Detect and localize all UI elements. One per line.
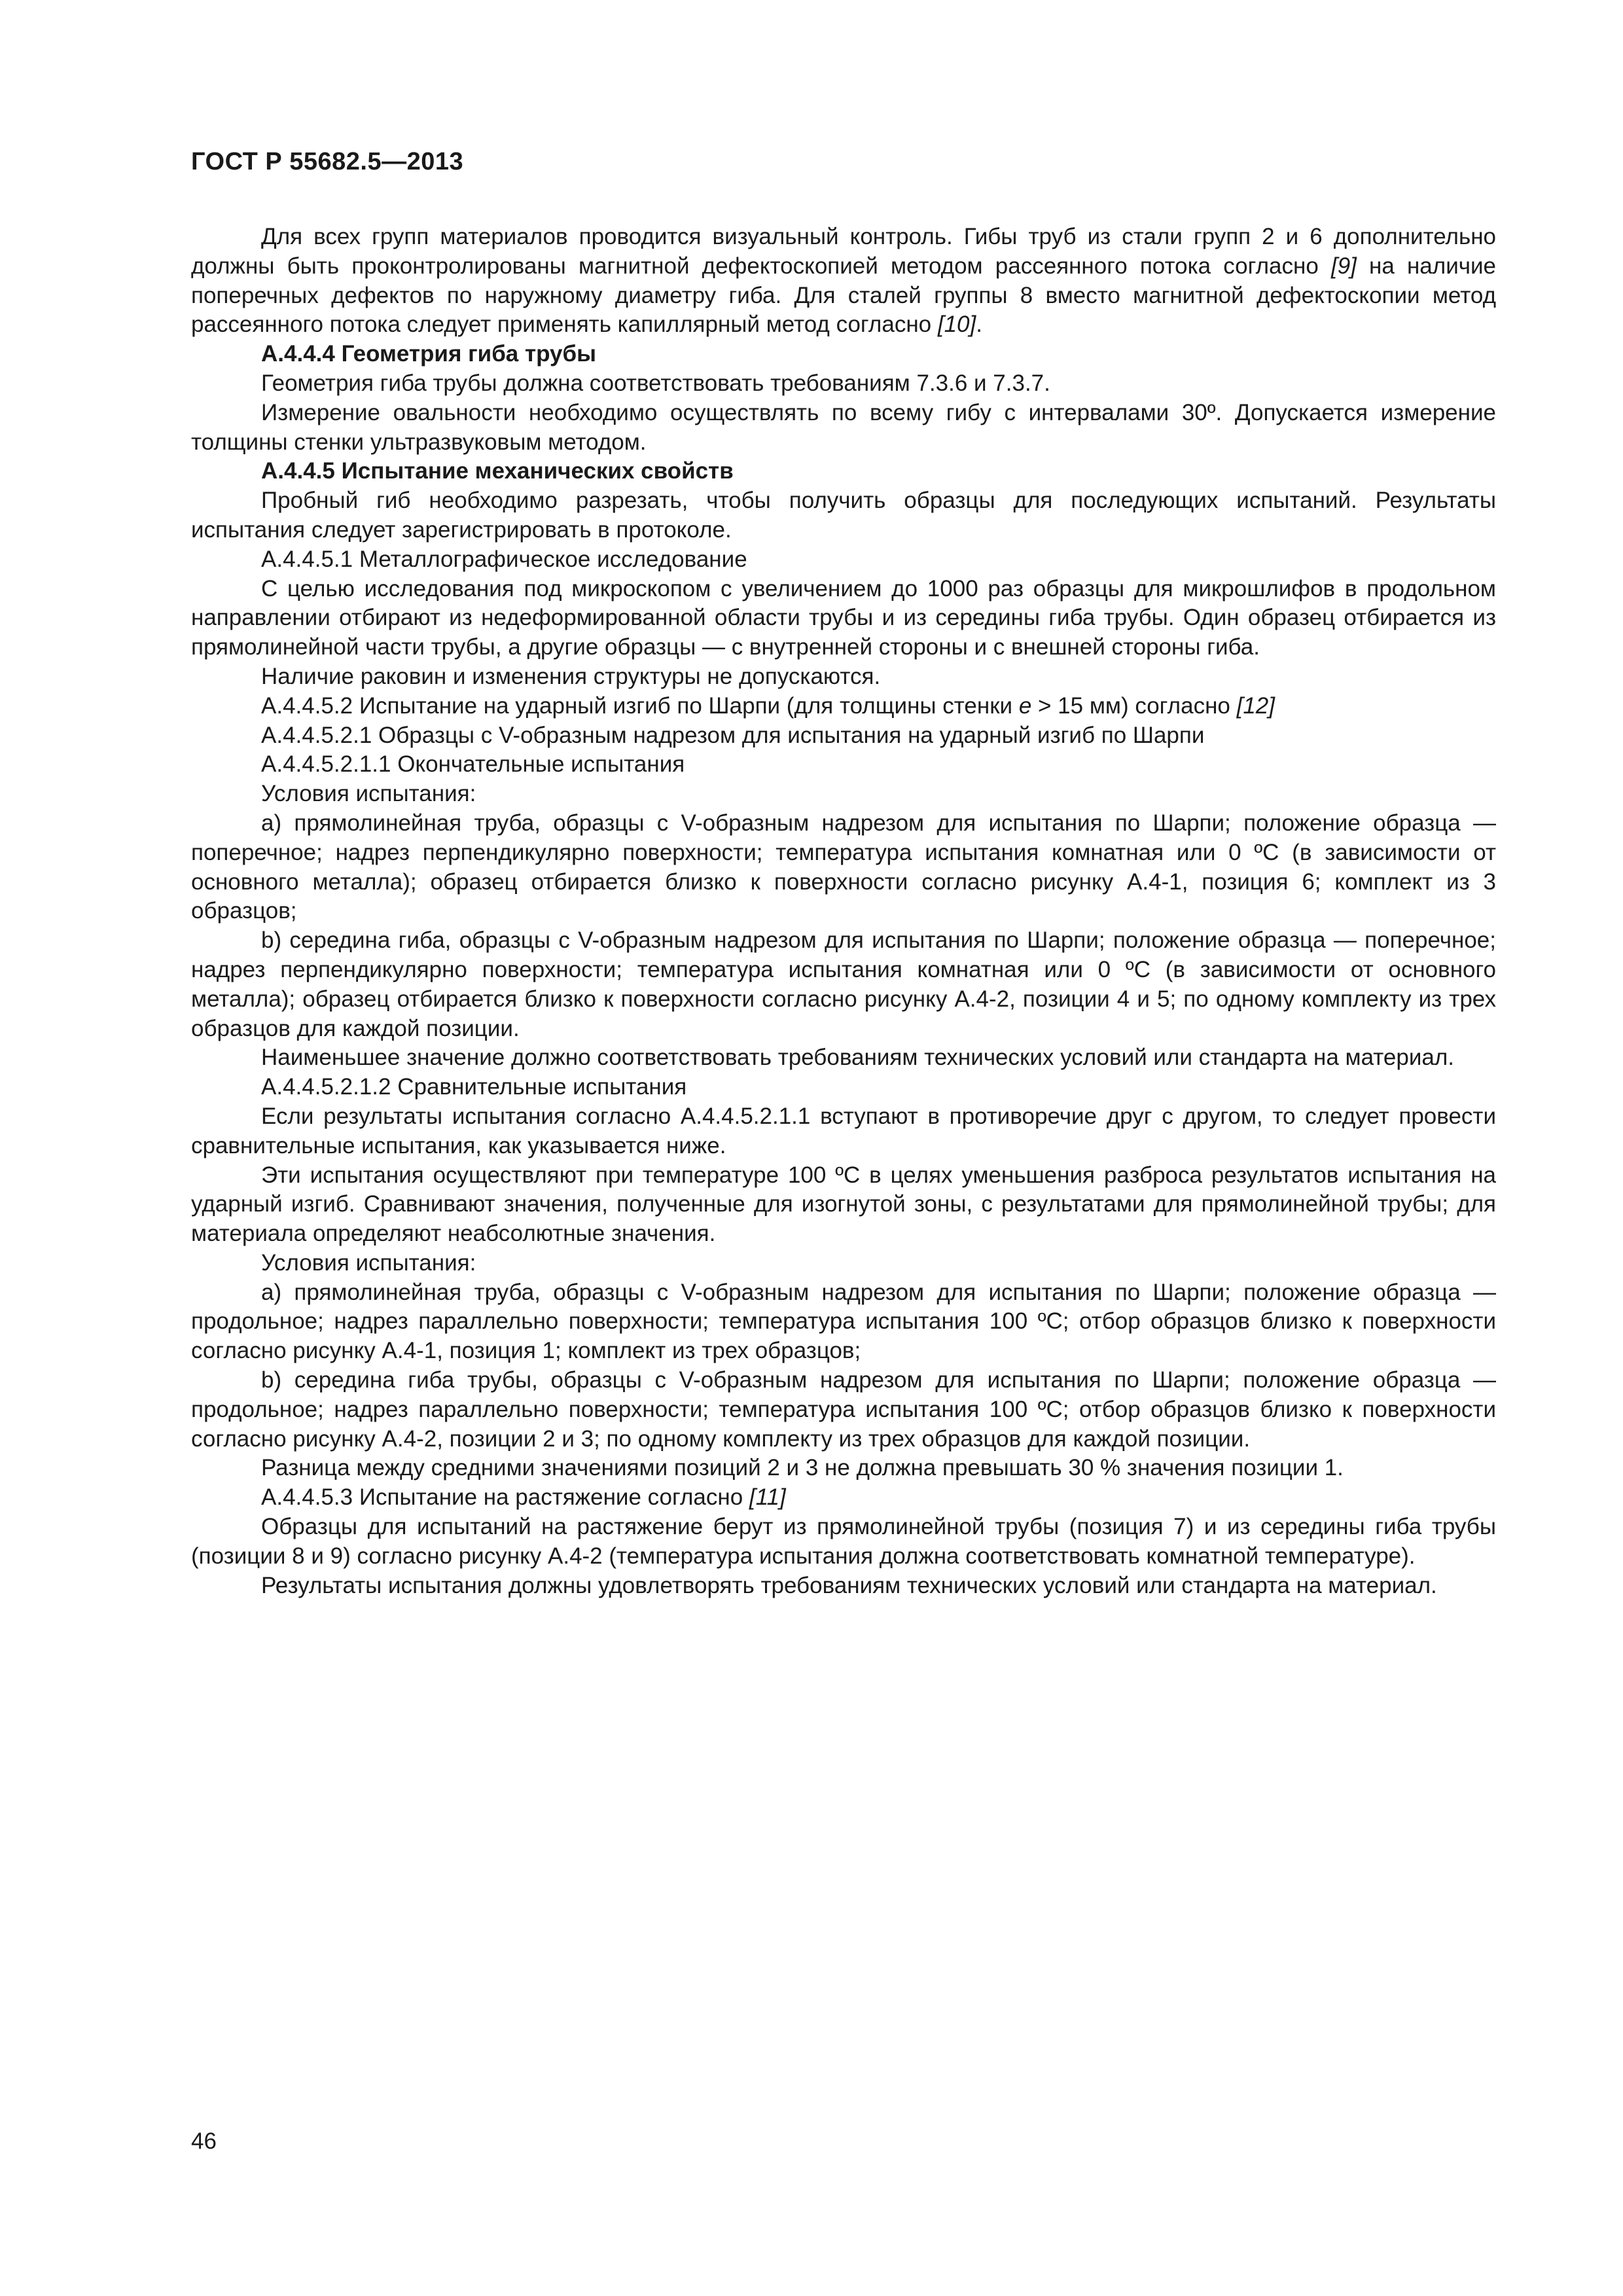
reference-link: [12] [1236,692,1275,719]
reference-link: [11] [749,1484,786,1511]
paragraph: Наименьшее значение должно соответствовать требованиям технических условий или стандарта на материал. [261,1045,1455,1071]
list-item: b) середина гиба, образцы с V-образным надрезом для испытания по Шарпи; положение образца — поперечное; надрез перпендикулярно поверхности; температура испытания комнатная или 0 ºС (в зависимости от основного металла); образец отбирается близко к поверхности согласно рисунку А.4-2, позиции 4 и 5; по одному комплекту из трех образцов для каждой позиции. [191,927,1496,1041]
paragraph: Условия испытания: [261,781,476,807]
paragraph: Разница между средними значениями позиций 2 и 3 не должна превышать 30 % значения позиции 1. [261,1455,1344,1481]
list-item: a) прямолинейная труба, образцы с V-образным надрезом для испытания по Шарпи; положение образца — поперечное; надрез перпендикулярно поверхности; температура испытания комнатная или 0 ºС (в зависимости от основного металла); образец отбирается близко к поверхности согласно рисунку А.4-1, позиция 6; комплект из 3 образцов; [191,810,1496,924]
page-number: 46 [191,2128,217,2154]
list-item: a) прямолинейная труба, образцы с V-образным надрезом для испытания по Шарпи; положение образца — продольное; надрез параллельно поверхности; температура испытания 100 ºС; отбор образцов близко к поверхности согласно рисунку А.4-1, позиция 1; комплект из трех образцов; [191,1279,1496,1364]
paragraph: Если результаты испытания согласно А.4.4.5.2.1.1 вступают в противоречие друг с другом, то следует провести сравнительные испытания, как указывается ниже. [191,1103,1496,1158]
reference-link: [9] [1330,253,1357,279]
paragraph: Наличие раковин и изменения структуры не допускаются. [261,663,881,689]
paragraph: Измерение овальности необходимо осуществлять по всему гибу с интервалами 30º. Допускается измерение толщины стенки ультразвуковым методом. [191,399,1496,455]
subsection-title: А.4.4.5.2.1.2 Сравнительные испытания [261,1074,687,1100]
paragraph: Образцы для испытаний на растяжение берут из прямолинейной трубы (позиция 7) и из середины гиба трубы (позиции 8 и 9) согласно рисунку А.4-2 (температура испытания должна соответствовать комнатной температуре). [191,1514,1496,1569]
variable-e: e [1018,692,1032,719]
subsection-title: А.4.4.5.2.1.1 Окончательные испытания [261,751,685,778]
paragraph: Геометрия гиба трубы должна соответствовать требованиям 7.3.6 и 7.3.7. [261,370,1050,396]
paragraph: Пробный гиб необходимо разрезать, чтобы получить образцы для последующих испытаний. Результаты испытания следует зарегистрировать в протоколе. [191,488,1496,543]
subsection-title: А.4.4.5.2.1 Образцы с V-образным надрезом для испытания на ударный изгиб по Шарпи [261,722,1205,748]
section-heading: А.4.4.4 Геометрия гиба трубы [261,341,597,367]
reference-link: [10] [937,312,976,338]
paragraph: С целью исследования под микроскопом с увеличением до 1000 раз образцы для микрошлифов в продольном направлении отбирают из недеформированной области трубы и из середины гиба трубы. Один образец отбирается из прямолинейной части трубы, а другие образцы — с внутренней стороны и с внешней стороны гиба. [191,575,1496,660]
paragraph: Условия испытания: [261,1249,476,1276]
list-item: b) середина гиба трубы, образцы с V-образным надрезом для испытания по Шарпи; положение образца — продольное; надрез параллельно поверхности; температура испытания 100 ºС; отбор образцов близко к поверхности согласно рисунку А.4-2, позиции 2 и 3; по одному комплекту из трех образцов для каждой позиции. [191,1367,1496,1452]
paragraph: Результаты испытания должны удовлетворять требованиям технических условий или стандарта на материал. [261,1572,1437,1598]
subsection-title: А.4.4.5.1 Металлографическое исследование [261,546,747,572]
paragraph: Эти испытания осуществляют при температуре 100 ºС в целях уменьшения разброса результатов испытания на ударный изгиб. Сравнивают значения, полученные для изогнутой зоны, с результатами для прямолинейной трубы; для материала определяют неабсолютные значения. [191,1162,1496,1247]
document-header: ГОСТ Р 55682.5—2013 [191,148,464,175]
document-body [191,223,1496,1600]
paragraph: Для всех групп материалов проводится визуальный контроль. Гибы труб из стали групп 2 и 6 дополнительно должны быть проконтролированы магнитной дефектоскопией методом рассеянного потока согласно [9] на наличие поперечных дефектов по наружному диаметру гиба. Для сталей группы 8 вместо магнитной дефектоскопии метод рассеянного потока следует применять капиллярный метод согласно [10]. [191,224,1496,338]
section-heading: А.4.4.5 Испытание механических свойств [261,458,734,484]
subsection-title: А.4.4.5.3 Испытание на растяжение согласно [11] [261,1484,786,1511]
subsection-title: А.4.4.5.2 Испытание на ударный изгиб по Шарпи (для толщины стенки e > 15 мм) согласно [12] [261,692,1275,719]
